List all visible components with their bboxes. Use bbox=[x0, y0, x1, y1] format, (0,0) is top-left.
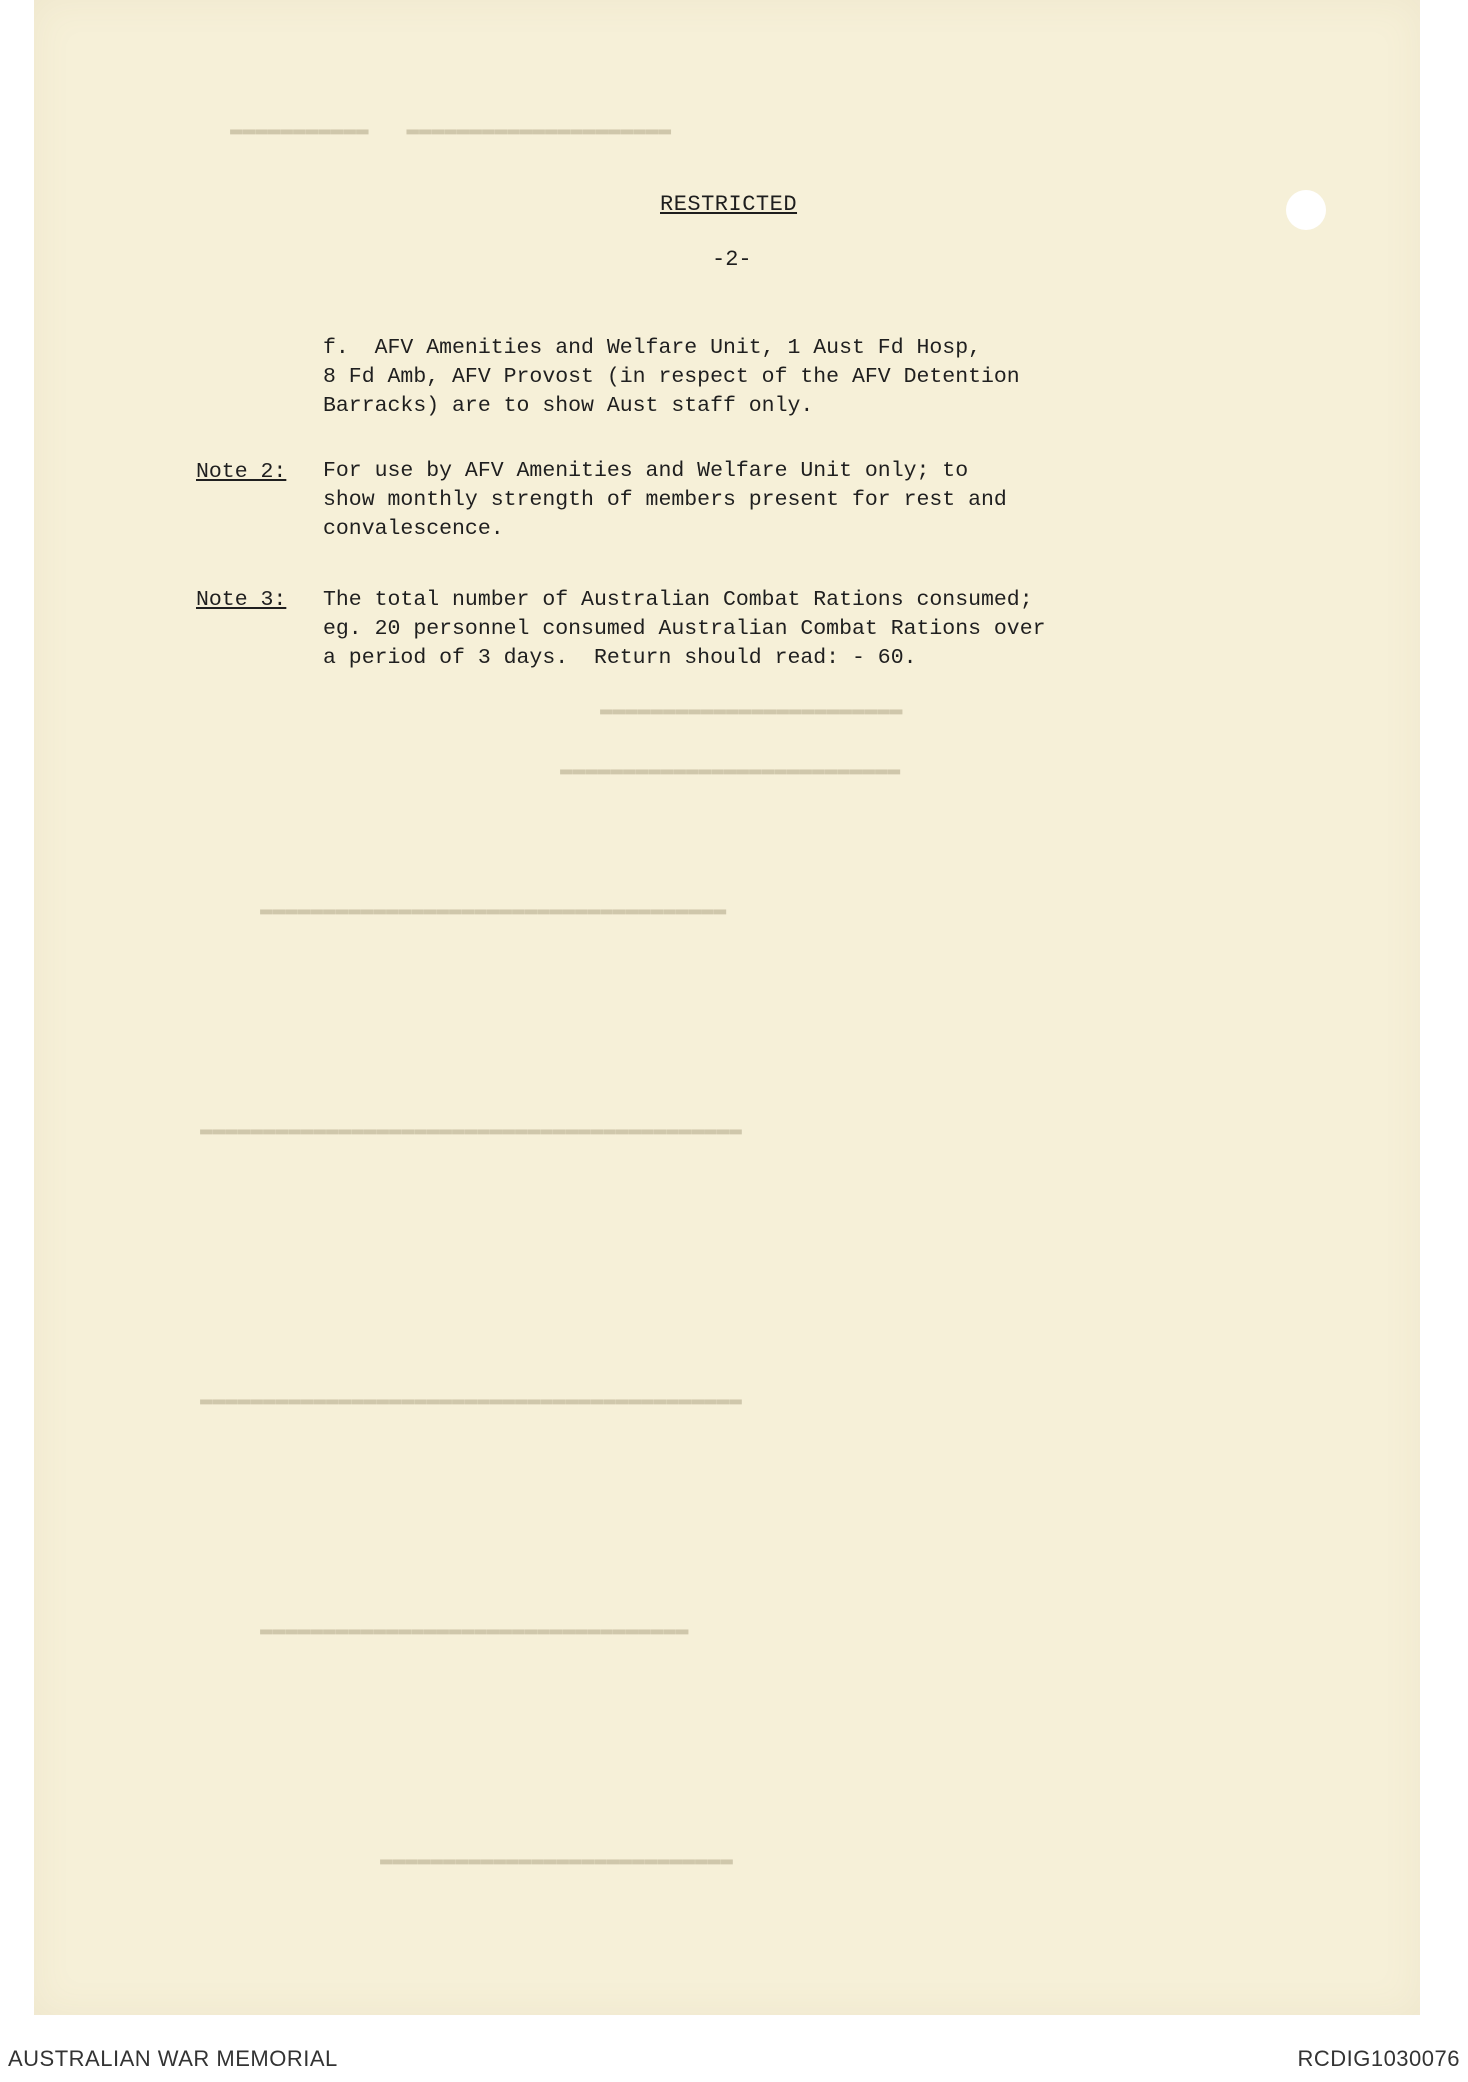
note-2-line-1: For use by AFV Amenities and Welfare Unit only; to bbox=[323, 459, 969, 483]
item-f-line-3: Barracks) are to show Aust staff only. bbox=[323, 394, 814, 418]
page-number: -2- bbox=[712, 247, 752, 272]
note-2-line-2: show monthly strength of members present for rest and bbox=[323, 488, 1007, 512]
footer-institution: AUSTRALIAN WAR MEMORIAL bbox=[8, 2046, 338, 2071]
bleed-through-texture: ▬▬▬▬▬▬▬▬▬▬▬▬▬▬▬▬▬▬▬▬▬▬▬▬▬▬▬▬▬▬▬▬▬▬ bbox=[260, 1619, 689, 1642]
note-3-label: Note 3: bbox=[196, 588, 287, 612]
note-3-line-2: eg. 20 personnel consumed Australian Combat Rations over bbox=[323, 617, 1046, 641]
bleed-through-texture: ▬▬▬▬▬▬▬▬▬▬▬▬▬▬▬▬▬▬▬▬▬▬▬▬▬▬▬▬▬▬▬▬▬▬▬▬▬▬▬▬▬▬▬ bbox=[200, 1389, 742, 1412]
bleed-through-texture: ▬▬▬▬▬▬▬▬▬▬▬▬▬▬▬▬▬▬▬▬▬▬▬▬▬▬▬▬ bbox=[380, 1849, 733, 1872]
footer-record-id: RCDIG1030076 bbox=[1297, 2046, 1460, 2071]
note-2-line-3: convalescence. bbox=[323, 517, 504, 541]
bleed-through-texture: ▬▬▬▬▬▬▬▬▬▬▬▬▬▬▬▬▬▬▬▬▬▬▬▬▬▬▬ bbox=[560, 759, 901, 782]
punch-hole bbox=[1286, 190, 1326, 230]
note-2-label: Note 2: bbox=[196, 460, 287, 484]
bleed-through-texture: ▬▬▬▬▬▬▬▬▬▬▬▬▬▬▬▬▬▬▬▬▬▬▬▬▬▬▬▬▬▬▬▬▬▬▬▬▬ bbox=[260, 899, 727, 922]
bleed-through-texture: ▬▬▬▬▬▬▬▬▬▬▬▬▬▬▬▬▬▬▬▬▬ ▬▬▬▬▬▬▬▬▬▬▬ bbox=[230, 119, 672, 142]
note-3-line-3: a period of 3 days. Return should read: - 60. bbox=[323, 646, 917, 670]
bleed-through-texture: ▬▬▬▬▬▬▬▬▬▬▬▬▬▬▬▬▬▬▬▬▬▬▬▬▬▬▬▬▬▬▬▬▬▬▬▬▬▬▬▬▬▬▬ bbox=[200, 1119, 742, 1142]
bleed-through-texture: ▬▬▬▬▬▬▬▬▬▬▬▬▬▬▬▬▬▬▬▬▬▬▬▬ bbox=[600, 699, 903, 722]
classification-heading: RESTRICTED bbox=[660, 192, 798, 217]
item-f-line-2: 8 Fd Amb, AFV Provost (in respect of the AFV Detention bbox=[323, 365, 1020, 389]
document-page bbox=[34, 0, 1420, 2015]
item-f-line-1: f. AFV Amenities and Welfare Unit, 1 Aust Fd Hosp, bbox=[323, 336, 982, 360]
note-3-line-1: The total number of Australian Combat Rations consumed; bbox=[323, 588, 1033, 612]
